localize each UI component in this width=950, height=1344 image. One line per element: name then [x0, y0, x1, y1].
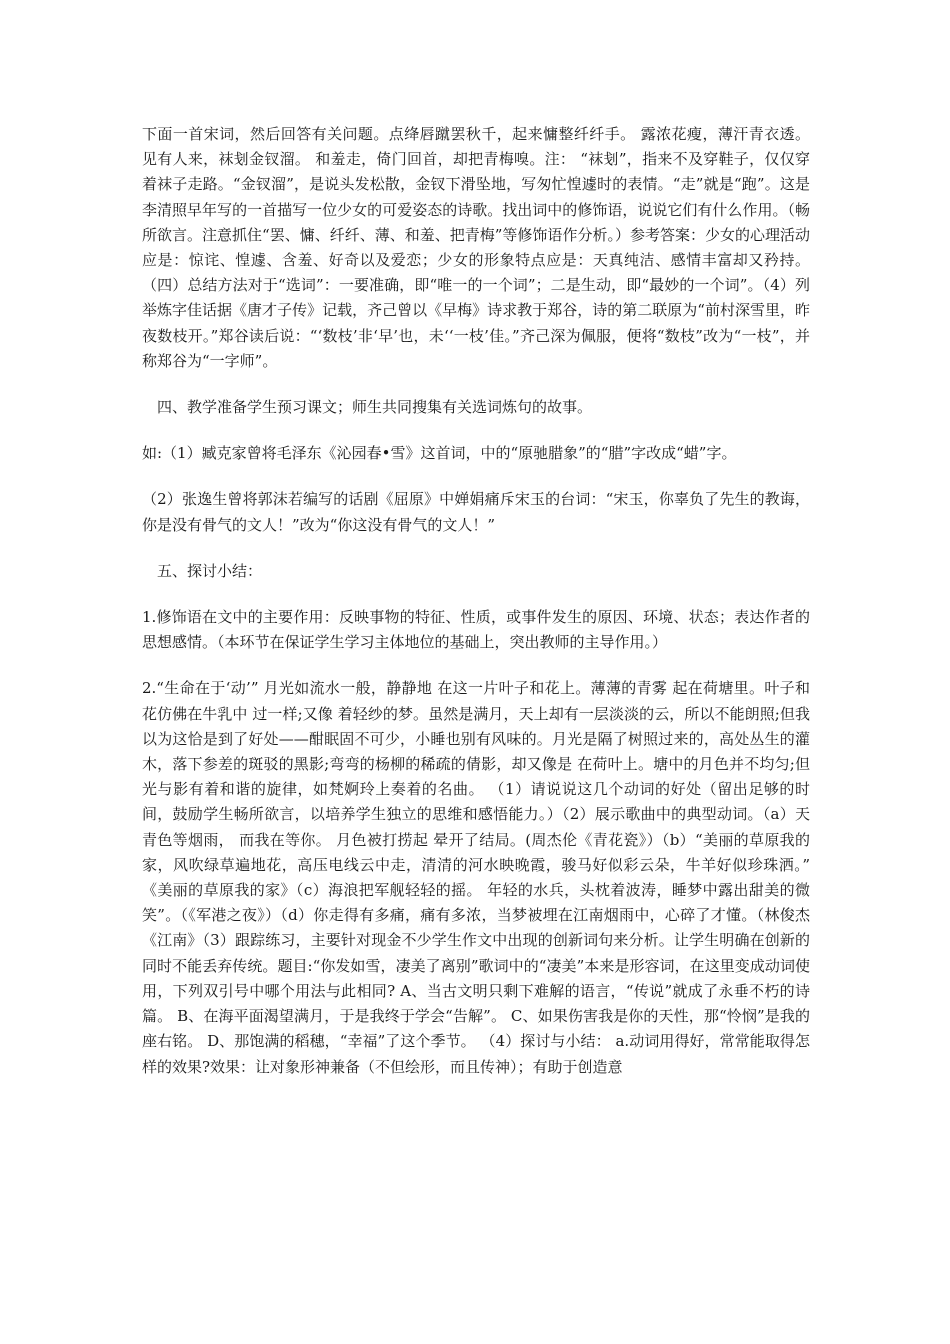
section-heading-summary: 五、探讨小结：: [157, 561, 263, 580]
paragraph-modifier-function: 1.修饰语在文中的主要作用：反映事物的特征、性质，或事件发生的原因、环境、状态；表达作者的思想感情。（本环节在保证学生学习主体地位的基础上，突出教师的主导作用。）: [142, 608, 810, 652]
paragraph-gap: [142, 374, 810, 395]
paragraph-gap: [142, 584, 810, 605]
paragraph-gap: [142, 538, 810, 559]
paragraph-gap: [142, 420, 810, 441]
paragraph-song-ci-analysis: 下面一首宋词，然后回答有关问题。点绛唇蹴罢秋千，起来慵整纤纤手。 露浓花瘦，薄汗青衣透。 见有人来，袜刬金钗溜。 和羞走，倚门回首，却把青梅嗅。注： “袜刬”，指来不及穿鞋子，仅仅穿着袜子走路。“金钗溜”，是说头发松散，金钗下滑坠地，写匆忙惶遽时的表情。“走”就是“跑”。这是李清照早年写的一首描写一位少女的可爱姿态的诗歌。找出词中的修饰语，说说它们有什么作用。（畅所欲言。注意抓住“罢、慵、纤纤、薄、和羞、把青梅”等修饰语作分析。）参考答案：少女的心理活动应是：惊诧、惶遽、含羞、好奇以及爱恋；少女的形象特点应是：天真纯洁、感情丰富却又矜持。（四）总结方法对于“选词”：一要准确，即“唯一的一个词”；二是生动，即“最妙的一个词”。（4）列举炼字佳话据《唐才子传》记载，齐己曾以《早梅》诗求教于郑谷，诗的第二联原为“前村深雪里，昨夜数枝开。”郑谷读后说：“‘数枝’非‘早’也，未‘‘一枝’佳。”齐己深为佩服，便将“数枝”改为“一枝”，并称郑谷为“一字师”。: [142, 125, 810, 370]
paragraph-gap: [142, 466, 810, 487]
paragraph-example-2: （2）张逸生曾将郭沫若编写的话剧《屈原》中婵娟痛斥宋玉的台词：“宋玉，你辜负了先生的教诲，你是没有骨气的文人！”改为“你这没有骨气的文人！”: [142, 490, 810, 534]
paragraph-life-in-motion: 2.“生命在于‘动’” 月光如流水一般，静静地 在这一片叶子和花上。薄薄的青雾 起在荷塘里。叶子和花仿佛在牛乳中 过一样;又像 着轻纱的梦。虽然是满月，天上却有一层淡淡的云，所以不能朗照;但我以为这恰是到了好处——酣眠固不可少，小睡也别有风味的。月光是隔了树照过来的，高处丛生的灌木，落下参差的斑驳的黑影;弯弯的杨柳的稀疏的倩影，却又像是 在荷叶上。塘中的月色并不均匀;但光与影有着和谐的旋律，如梵婀玲上奏着的名曲。 （1）请说说这几个动词的好处（留出足够的时间，鼓励学生畅所欲言，以培养学生独立的思维和感悟能力。）（2）展示歌曲中的典型动词。（a）天青色等烟雨， 而我在等你。 月色被打捞起 晕开了结局。(周杰伦《青花瓷》）（b）“美丽的草原我的家，风吹绿草遍地花，高压电线云中走，清清的河水映晚霞，骏马好似彩云朵，牛羊好似珍珠洒。” 《美丽的草原我的家》（c）海浪把军舰轻轻的摇。 年轻的水兵，头枕着波涛，睡梦中露出甜美的微笑”。（《军港之夜》）（d）你走得有多痛，痛有多浓，当梦被埋在江南烟雨中，心碎了才懂。（林俊杰《江南》（3）跟踪练习，主要针对现金不少学生作文中出现的创新词句来分析。让学生明确在创新的同时不能丢弃传统。题目:“你发如雪，凄美了离别”歌词中的“凄美”本来是形容词，在这里变成动词使用，下列双引号中哪个用法与此相同? A、当古文明只剩下难解的语言，“传说”就成了永垂不朽的诗篇。 B、在海平面渴望满月，于是我终于学会“告解”。 C、如果伤害我是你的天性，那“怜悯”是我的座右铭。 D、那饱满的稻穗，“幸福”了这个季节。 （4）探讨与小结： a.动词用得好，常常能取得怎样的效果?效果：让对象形神兼备（不但绘形，而且传神）；有助于创造意: [142, 679, 810, 1076]
paragraph-example-1: 如:（1）臧克家曾将毛泽东《沁园春•雪》这首词，中的“原驰腊象”的“腊”字改成“蜡”字。: [142, 444, 737, 463]
paragraph-teaching-preparation: 四、教学准备学生预习课文；师生共同搜集有关选词炼句的故事。: [157, 398, 593, 417]
document-page: [142, 122, 810, 1080]
paragraph-gap: [142, 655, 810, 676]
